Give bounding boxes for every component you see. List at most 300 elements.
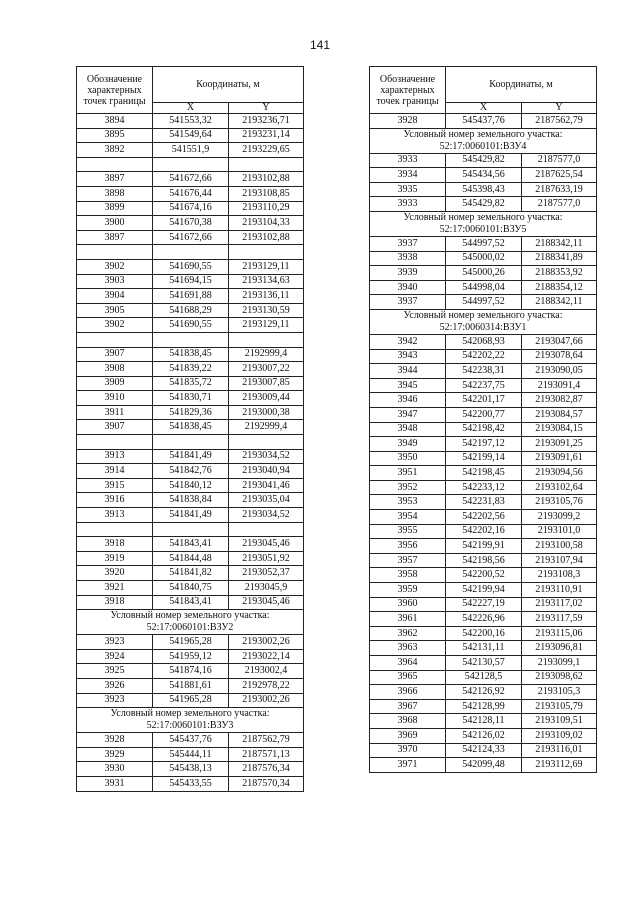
x-cell: 545398,43 (446, 182, 522, 197)
table-row (370, 626, 597, 641)
x-cell: 542238,31 (446, 364, 522, 379)
point-cell (77, 522, 153, 537)
table-row (77, 493, 304, 508)
table-row (77, 581, 304, 596)
table-row (370, 364, 597, 379)
point-cell: 3894 (77, 114, 153, 129)
y-cell: 2193009,44 (229, 391, 304, 406)
x-cell: 545437,76 (153, 733, 229, 748)
x-cell (153, 332, 229, 347)
point-cell: 3955 (370, 524, 446, 539)
x-cell: 545437,76 (446, 114, 522, 129)
table-row (77, 332, 304, 347)
point-cell: 3892 (77, 143, 153, 158)
table-row (77, 435, 304, 450)
point-cell: 3899 (77, 201, 153, 216)
table-row (77, 776, 304, 791)
point-cell: 3947 (370, 407, 446, 422)
x-cell: 544997,52 (446, 295, 522, 310)
x-cell: 542237,75 (446, 378, 522, 393)
y-cell: 2193101,0 (522, 524, 597, 539)
y-cell: 2187571,13 (229, 747, 304, 762)
table-row (370, 685, 597, 700)
point-cell: 3942 (370, 334, 446, 349)
y-cell: 2193034,52 (229, 508, 304, 523)
point-cell: 3920 (77, 566, 153, 581)
y-cell: 2193136,11 (229, 289, 304, 304)
x-cell: 544997,52 (446, 236, 522, 251)
zone-header-row (77, 610, 304, 635)
x-cell: 541688,29 (153, 303, 229, 318)
y-column-header: Y (229, 103, 304, 114)
y-cell: 2193051,92 (229, 551, 304, 566)
table-row (77, 678, 304, 693)
x-cell: 541840,75 (153, 581, 229, 596)
table-row (370, 743, 597, 758)
x-cell: 541838,45 (153, 347, 229, 362)
point-cell: 3938 (370, 251, 446, 266)
x-cell: 545444,11 (153, 747, 229, 762)
x-cell: 541881,61 (153, 678, 229, 693)
x-cell: 541839,22 (153, 362, 229, 377)
zone-title: Условный номер земельного участка: 52:17:0060101:ВЗУ3 (77, 708, 304, 733)
x-cell: 541844,48 (153, 551, 229, 566)
table-row (370, 393, 597, 408)
x-cell: 542233,12 (446, 480, 522, 495)
y-cell: 2193099,2 (522, 510, 597, 525)
table-row (370, 295, 597, 310)
y-cell: 2192978,22 (229, 678, 304, 693)
point-cell: 3935 (370, 182, 446, 197)
y-cell: 2193007,22 (229, 362, 304, 377)
table-row (370, 197, 597, 212)
table-row (77, 537, 304, 552)
x-cell (153, 245, 229, 260)
x-cell: 542197,12 (446, 437, 522, 452)
y-cell: 2193035,04 (229, 493, 304, 508)
y-cell: 2193112,69 (522, 758, 597, 773)
x-cell: 542126,92 (446, 685, 522, 700)
table-row (77, 216, 304, 231)
point-cell: 3902 (77, 318, 153, 333)
y-cell: 2193091,25 (522, 437, 597, 452)
y-cell: 2193115,06 (522, 626, 597, 641)
table-row (77, 566, 304, 581)
table-row (77, 449, 304, 464)
point-cell: 3961 (370, 612, 446, 627)
y-cell: 2193041,46 (229, 478, 304, 493)
y-cell: 2187625,54 (522, 168, 597, 183)
zone-header-row (77, 708, 304, 733)
point-column-header: Обозначение характерных точек границы (77, 67, 153, 114)
table-row (77, 128, 304, 143)
x-cell: 542201,17 (446, 393, 522, 408)
table-row (77, 595, 304, 610)
x-cell: 542226,96 (446, 612, 522, 627)
point-cell: 3966 (370, 685, 446, 700)
x-cell: 542202,22 (446, 349, 522, 364)
point-cell: 3918 (77, 595, 153, 610)
x-cell: 542199,14 (446, 451, 522, 466)
x-cell: 545434,56 (446, 168, 522, 183)
y-cell: 2193231,14 (229, 128, 304, 143)
point-cell: 3937 (370, 295, 446, 310)
point-cell: 3926 (77, 678, 153, 693)
y-cell: 2193110,29 (229, 201, 304, 216)
x-cell: 541694,15 (153, 274, 229, 289)
point-cell: 3905 (77, 303, 153, 318)
point-cell: 3921 (77, 581, 153, 596)
point-cell: 3915 (77, 478, 153, 493)
y-cell: 2193108,85 (229, 186, 304, 201)
point-cell: 3939 (370, 266, 446, 281)
point-cell: 3969 (370, 728, 446, 743)
point-cell: 3946 (370, 393, 446, 408)
x-cell: 541690,55 (153, 318, 229, 333)
point-cell: 3908 (77, 362, 153, 377)
table-row (370, 539, 597, 554)
table-row (370, 334, 597, 349)
table-row (77, 201, 304, 216)
point-cell: 3963 (370, 641, 446, 656)
x-cell: 541841,49 (153, 508, 229, 523)
y-cell (229, 435, 304, 450)
y-column-header: Y (522, 103, 597, 114)
table-row (370, 597, 597, 612)
x-cell (153, 522, 229, 537)
x-cell: 545438,13 (153, 762, 229, 777)
point-cell: 3931 (77, 776, 153, 791)
zone-header-row (370, 309, 597, 334)
point-cell: 3959 (370, 583, 446, 598)
y-cell: 2187562,79 (229, 733, 304, 748)
y-cell: 2193000,38 (229, 405, 304, 420)
x-cell: 541829,36 (153, 405, 229, 420)
point-cell: 3937 (370, 236, 446, 251)
table-row (77, 635, 304, 650)
page-number: 141 (309, 38, 331, 52)
point-cell: 3903 (77, 274, 153, 289)
y-cell: 2188341,89 (522, 251, 597, 266)
y-cell: 2193002,26 (229, 693, 304, 708)
y-cell: 2193091,61 (522, 451, 597, 466)
y-cell: 2188342,11 (522, 295, 597, 310)
y-cell: 2193116,01 (522, 743, 597, 758)
table-row (370, 451, 597, 466)
point-cell: 3933 (370, 153, 446, 168)
x-cell: 544998,04 (446, 280, 522, 295)
point-cell: 3967 (370, 699, 446, 714)
x-cell: 542202,16 (446, 524, 522, 539)
point-cell: 3934 (370, 168, 446, 183)
y-cell: 2193084,57 (522, 407, 597, 422)
zone-title: Условный номер земельного участка: 52:17:0060101:ВЗУ2 (77, 610, 304, 635)
point-cell: 3897 (77, 230, 153, 245)
x-cell: 541841,49 (153, 449, 229, 464)
point-cell (77, 245, 153, 260)
table-row (77, 245, 304, 260)
x-cell: 541549,64 (153, 128, 229, 143)
point-column-header: Обозначение характерных точек границы (370, 67, 446, 114)
point-cell: 3909 (77, 376, 153, 391)
table-row (370, 641, 597, 656)
y-cell: 2193102,64 (522, 480, 597, 495)
table-row (370, 728, 597, 743)
point-cell: 3913 (77, 449, 153, 464)
y-cell: 2192999,4 (229, 420, 304, 435)
x-column-header: X (153, 103, 229, 114)
table-row (77, 664, 304, 679)
x-cell: 541840,12 (153, 478, 229, 493)
table-row (77, 274, 304, 289)
y-cell: 2193034,52 (229, 449, 304, 464)
table-row (77, 405, 304, 420)
x-cell: 541843,41 (153, 595, 229, 610)
table-row (370, 266, 597, 281)
x-cell: 542200,16 (446, 626, 522, 641)
point-cell: 3910 (77, 391, 153, 406)
table-row (77, 289, 304, 304)
coords-column-header: Координаты, м (153, 67, 304, 103)
x-cell: 541674,16 (153, 201, 229, 216)
point-cell: 3928 (370, 114, 446, 129)
point-cell: 3960 (370, 597, 446, 612)
y-cell (229, 332, 304, 347)
x-cell: 541838,45 (153, 420, 229, 435)
y-cell: 2193078,64 (522, 349, 597, 364)
y-cell: 2192999,4 (229, 347, 304, 362)
x-cell: 541691,88 (153, 289, 229, 304)
table-row (77, 303, 304, 318)
x-cell: 542231,83 (446, 495, 522, 510)
table-row (77, 747, 304, 762)
point-cell: 3952 (370, 480, 446, 495)
y-cell: 2193090,05 (522, 364, 597, 379)
point-cell: 3925 (77, 664, 153, 679)
table-row (370, 612, 597, 627)
y-cell: 2193052,37 (229, 566, 304, 581)
table-row (77, 391, 304, 406)
table-row (370, 407, 597, 422)
y-cell: 2187577,0 (522, 197, 597, 212)
x-cell: 542202,56 (446, 510, 522, 525)
table-row (77, 522, 304, 537)
table-row (370, 437, 597, 452)
y-cell: 2187633,19 (522, 182, 597, 197)
table-row (77, 376, 304, 391)
x-cell: 545433,55 (153, 776, 229, 791)
x-cell: 542068,93 (446, 334, 522, 349)
x-cell: 545429,82 (446, 153, 522, 168)
point-cell: 3900 (77, 216, 153, 231)
x-cell: 542200,77 (446, 407, 522, 422)
point-cell: 3951 (370, 466, 446, 481)
point-cell: 3945 (370, 378, 446, 393)
y-cell (229, 245, 304, 260)
y-cell: 2193236,71 (229, 114, 304, 129)
x-cell: 542131,11 (446, 641, 522, 656)
y-cell: 2187570,34 (229, 776, 304, 791)
table-row (77, 318, 304, 333)
table-row (370, 699, 597, 714)
table-row (77, 347, 304, 362)
zone-title: Условный номер земельного участка: 52:17:0060101:ВЗУ5 (370, 211, 597, 236)
point-cell: 3954 (370, 510, 446, 525)
table-row (77, 230, 304, 245)
table-row (77, 733, 304, 748)
y-cell: 2193100,58 (522, 539, 597, 554)
x-cell: 541965,28 (153, 635, 229, 650)
point-cell: 3943 (370, 349, 446, 364)
x-cell (153, 435, 229, 450)
point-cell: 3911 (77, 405, 153, 420)
table-row (370, 466, 597, 481)
y-cell: 2193045,9 (229, 581, 304, 596)
x-cell: 545000,26 (446, 266, 522, 281)
point-cell: 3971 (370, 758, 446, 773)
point-cell: 3950 (370, 451, 446, 466)
coords-column-header: Координаты, м (446, 67, 597, 103)
y-cell: 2193105,76 (522, 495, 597, 510)
y-cell: 2193110,91 (522, 583, 597, 598)
x-cell: 541841,82 (153, 566, 229, 581)
point-cell: 3965 (370, 670, 446, 685)
table-row (370, 378, 597, 393)
table-row (77, 551, 304, 566)
point-cell: 3929 (77, 747, 153, 762)
x-cell: 542126,02 (446, 728, 522, 743)
point-cell: 3916 (77, 493, 153, 508)
y-cell: 2188354,12 (522, 280, 597, 295)
y-cell: 2193129,11 (229, 318, 304, 333)
x-cell: 541965,28 (153, 693, 229, 708)
point-cell (77, 332, 153, 347)
x-cell: 542099,48 (446, 758, 522, 773)
y-cell: 2193096,81 (522, 641, 597, 656)
table-row (370, 168, 597, 183)
table-row (370, 251, 597, 266)
table-row (370, 714, 597, 729)
point-cell: 3902 (77, 259, 153, 274)
y-cell: 2193229,65 (229, 143, 304, 158)
table-row (370, 280, 597, 295)
point-cell: 3940 (370, 280, 446, 295)
table-row (370, 236, 597, 251)
table-row (77, 186, 304, 201)
table-row (77, 114, 304, 129)
y-cell: 2193045,46 (229, 595, 304, 610)
x-cell: 542227,19 (446, 597, 522, 612)
x-cell: 541672,66 (153, 172, 229, 187)
point-cell: 3933 (370, 197, 446, 212)
x-cell: 542198,56 (446, 553, 522, 568)
point-cell: 3944 (370, 364, 446, 379)
x-cell: 541835,72 (153, 376, 229, 391)
point-cell: 3907 (77, 347, 153, 362)
y-cell: 2193098,62 (522, 670, 597, 685)
x-cell: 542200,52 (446, 568, 522, 583)
x-cell: 541838,84 (153, 493, 229, 508)
y-cell: 2193117,59 (522, 612, 597, 627)
point-cell: 3897 (77, 172, 153, 187)
x-cell: 542128,5 (446, 670, 522, 685)
point-cell: 3968 (370, 714, 446, 729)
x-cell: 541690,55 (153, 259, 229, 274)
y-cell: 2193002,4 (229, 664, 304, 679)
y-cell: 2193107,94 (522, 553, 597, 568)
table-row (370, 495, 597, 510)
x-cell: 541670,38 (153, 216, 229, 231)
point-cell: 3970 (370, 743, 446, 758)
point-cell: 3949 (370, 437, 446, 452)
table-row (370, 568, 597, 583)
x-cell: 542130,57 (446, 656, 522, 671)
x-cell: 541874,16 (153, 664, 229, 679)
point-cell: 3948 (370, 422, 446, 437)
table-row (370, 153, 597, 168)
table-row (77, 420, 304, 435)
table-row (77, 649, 304, 664)
x-cell: 541551,9 (153, 143, 229, 158)
y-cell: 2187577,0 (522, 153, 597, 168)
y-cell: 2193084,15 (522, 422, 597, 437)
table-row (370, 182, 597, 197)
x-cell (153, 157, 229, 172)
table-row (370, 114, 597, 129)
table-row (77, 464, 304, 479)
point-cell (77, 157, 153, 172)
x-cell: 541676,44 (153, 186, 229, 201)
table-row (370, 656, 597, 671)
y-cell: 2193045,46 (229, 537, 304, 552)
y-cell: 2193129,11 (229, 259, 304, 274)
y-cell: 2193007,85 (229, 376, 304, 391)
x-cell: 541959,12 (153, 649, 229, 664)
point-cell: 3953 (370, 495, 446, 510)
y-cell: 2193040,94 (229, 464, 304, 479)
x-cell: 542128,11 (446, 714, 522, 729)
point-cell: 3962 (370, 626, 446, 641)
zone-header-row (370, 211, 597, 236)
y-cell (229, 157, 304, 172)
table-row (77, 172, 304, 187)
table-row (77, 157, 304, 172)
x-cell: 545000,02 (446, 251, 522, 266)
coordinates-table-left (76, 66, 304, 792)
point-cell: 3923 (77, 635, 153, 650)
x-cell: 541672,66 (153, 230, 229, 245)
x-cell: 541843,41 (153, 537, 229, 552)
table-row (370, 524, 597, 539)
point-cell: 3957 (370, 553, 446, 568)
y-cell: 2193108,3 (522, 568, 597, 583)
point-cell: 3964 (370, 656, 446, 671)
table-row (370, 553, 597, 568)
y-cell: 2193102,88 (229, 172, 304, 187)
y-cell: 2193117,02 (522, 597, 597, 612)
zone-header-row (370, 128, 597, 153)
point-cell: 3904 (77, 289, 153, 304)
table-row (77, 693, 304, 708)
x-cell: 542199,94 (446, 583, 522, 598)
y-cell (229, 522, 304, 537)
x-cell: 542199,91 (446, 539, 522, 554)
x-cell: 545429,82 (446, 197, 522, 212)
x-column-header: X (446, 103, 522, 114)
point-cell: 3895 (77, 128, 153, 143)
y-cell: 2188342,11 (522, 236, 597, 251)
table-row (77, 259, 304, 274)
